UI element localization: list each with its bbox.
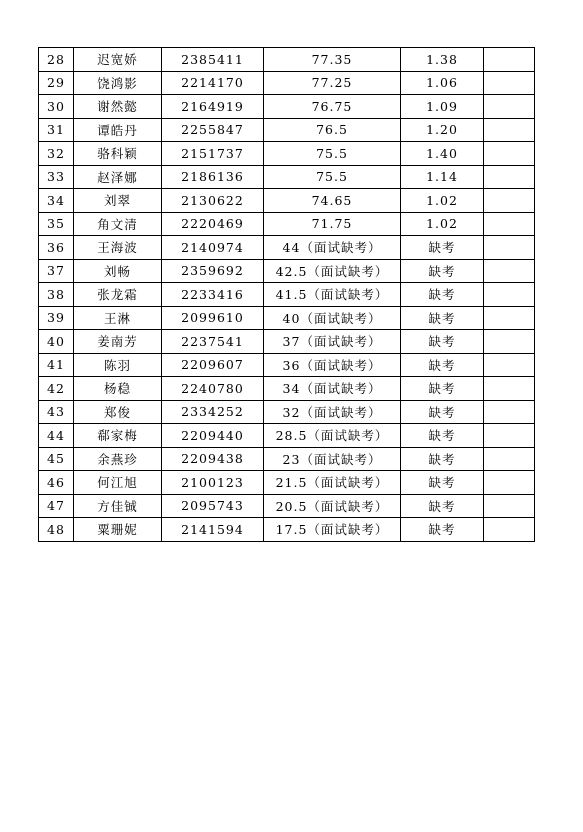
cell-score: 76.75 (264, 95, 401, 119)
table-row (39, 471, 535, 495)
cell-note (484, 424, 535, 448)
cell-name: 张龙霜 (74, 283, 162, 307)
table-row (39, 400, 535, 424)
table-row (39, 330, 535, 354)
cell-score: 34（面试缺考） (264, 377, 401, 401)
cell-rank: 44 (39, 424, 74, 448)
cell-name: 刘畅 (74, 259, 162, 283)
cell-score: 75.5 (264, 165, 401, 189)
cell-rank: 39 (39, 306, 74, 330)
cell-ratio: 1.02 (401, 189, 484, 213)
cell-candidate-id: 2385411 (162, 48, 264, 72)
table-row (39, 353, 535, 377)
cell-name: 迟宽娇 (74, 48, 162, 72)
cell-score: 71.75 (264, 212, 401, 236)
table-row (39, 494, 535, 518)
cell-score: 74.65 (264, 189, 401, 213)
cell-name: 何江旭 (74, 471, 162, 495)
cell-score: 32（面试缺考） (264, 400, 401, 424)
cell-score: 42.5（面试缺考） (264, 259, 401, 283)
cell-ratio: 1.06 (401, 71, 484, 95)
table-row (39, 306, 535, 330)
cell-rank: 35 (39, 212, 74, 236)
cell-rank: 47 (39, 494, 74, 518)
cell-candidate-id: 2100123 (162, 471, 264, 495)
cell-note (484, 142, 535, 166)
cell-ratio: 缺考 (401, 447, 484, 471)
cell-score: 41.5（面试缺考） (264, 283, 401, 307)
cell-candidate-id: 2209438 (162, 447, 264, 471)
cell-ratio: 1.09 (401, 95, 484, 119)
cell-note (484, 165, 535, 189)
cell-candidate-id: 2186136 (162, 165, 264, 189)
cell-score: 20.5（面试缺考） (264, 494, 401, 518)
cell-name: 杨稳 (74, 377, 162, 401)
cell-name: 粟珊妮 (74, 518, 162, 542)
cell-name: 姜南芳 (74, 330, 162, 354)
table-row (39, 283, 535, 307)
table-row (39, 142, 535, 166)
cell-candidate-id: 2164919 (162, 95, 264, 119)
cell-rank: 34 (39, 189, 74, 213)
cell-name: 王海波 (74, 236, 162, 260)
cell-note (484, 236, 535, 260)
cell-ratio: 缺考 (401, 471, 484, 495)
cell-rank: 38 (39, 283, 74, 307)
cell-rank: 29 (39, 71, 74, 95)
cell-rank: 32 (39, 142, 74, 166)
cell-ratio: 缺考 (401, 518, 484, 542)
table-row (39, 424, 535, 448)
results-table-body (39, 48, 535, 542)
cell-rank: 41 (39, 353, 74, 377)
cell-name: 余燕珍 (74, 447, 162, 471)
cell-note (484, 494, 535, 518)
cell-ratio: 1.02 (401, 212, 484, 236)
cell-rank: 31 (39, 118, 74, 142)
cell-name: 谭皓丹 (74, 118, 162, 142)
results-table (38, 47, 535, 542)
cell-candidate-id: 2141594 (162, 518, 264, 542)
cell-candidate-id: 2099610 (162, 306, 264, 330)
cell-ratio: 缺考 (401, 306, 484, 330)
cell-ratio: 1.20 (401, 118, 484, 142)
cell-rank: 28 (39, 48, 74, 72)
cell-name: 方佳铖 (74, 494, 162, 518)
cell-score: 75.5 (264, 142, 401, 166)
cell-candidate-id: 2359692 (162, 259, 264, 283)
cell-rank: 36 (39, 236, 74, 260)
table-row (39, 95, 535, 119)
cell-name: 角文清 (74, 212, 162, 236)
cell-note (484, 518, 535, 542)
cell-ratio: 缺考 (401, 330, 484, 354)
cell-note (484, 259, 535, 283)
cell-name: 饶鸿影 (74, 71, 162, 95)
table-row (39, 189, 535, 213)
cell-note (484, 353, 535, 377)
cell-candidate-id: 2255847 (162, 118, 264, 142)
table-row (39, 236, 535, 260)
cell-score: 36（面试缺考） (264, 353, 401, 377)
cell-name: 王淋 (74, 306, 162, 330)
cell-candidate-id: 2130622 (162, 189, 264, 213)
cell-name: 郑俊 (74, 400, 162, 424)
cell-name: 骆科颖 (74, 142, 162, 166)
table-row (39, 212, 535, 236)
cell-ratio: 1.40 (401, 142, 484, 166)
cell-score: 17.5（面试缺考） (264, 518, 401, 542)
cell-ratio: 1.14 (401, 165, 484, 189)
table-row (39, 165, 535, 189)
cell-candidate-id: 2209607 (162, 353, 264, 377)
table-row (39, 48, 535, 72)
cell-name: 陈羽 (74, 353, 162, 377)
cell-candidate-id: 2240780 (162, 377, 264, 401)
cell-ratio: 缺考 (401, 259, 484, 283)
cell-note (484, 330, 535, 354)
cell-score: 21.5（面试缺考） (264, 471, 401, 495)
cell-ratio: 缺考 (401, 236, 484, 260)
cell-rank: 30 (39, 95, 74, 119)
cell-rank: 46 (39, 471, 74, 495)
cell-rank: 45 (39, 447, 74, 471)
cell-score: 77.25 (264, 71, 401, 95)
cell-rank: 37 (39, 259, 74, 283)
cell-note (484, 283, 535, 307)
cell-candidate-id: 2334252 (162, 400, 264, 424)
cell-note (484, 71, 535, 95)
table-row (39, 447, 535, 471)
table-row (39, 118, 535, 142)
cell-note (484, 118, 535, 142)
cell-candidate-id: 2095743 (162, 494, 264, 518)
cell-candidate-id: 2220469 (162, 212, 264, 236)
cell-ratio: 缺考 (401, 400, 484, 424)
cell-rank: 40 (39, 330, 74, 354)
cell-score: 44（面试缺考） (264, 236, 401, 260)
cell-note (484, 400, 535, 424)
cell-note (484, 306, 535, 330)
cell-score: 76.5 (264, 118, 401, 142)
cell-note (484, 447, 535, 471)
table-row (39, 518, 535, 542)
cell-note (484, 377, 535, 401)
table-row (39, 71, 535, 95)
cell-candidate-id: 2209440 (162, 424, 264, 448)
cell-candidate-id: 2237541 (162, 330, 264, 354)
table-row (39, 377, 535, 401)
cell-score: 37（面试缺考） (264, 330, 401, 354)
cell-name: 谢然懿 (74, 95, 162, 119)
cell-rank: 33 (39, 165, 74, 189)
cell-ratio: 缺考 (401, 283, 484, 307)
cell-note (484, 189, 535, 213)
cell-ratio: 缺考 (401, 424, 484, 448)
cell-score: 28.5（面试缺考） (264, 424, 401, 448)
cell-note (484, 95, 535, 119)
cell-score: 77.35 (264, 48, 401, 72)
cell-candidate-id: 2214170 (162, 71, 264, 95)
cell-name: 刘翠 (74, 189, 162, 213)
cell-rank: 42 (39, 377, 74, 401)
cell-rank: 48 (39, 518, 74, 542)
cell-candidate-id: 2151737 (162, 142, 264, 166)
cell-name: 郗家梅 (74, 424, 162, 448)
cell-ratio: 缺考 (401, 494, 484, 518)
cell-ratio: 1.38 (401, 48, 484, 72)
cell-candidate-id: 2140974 (162, 236, 264, 260)
cell-ratio: 缺考 (401, 353, 484, 377)
cell-note (484, 471, 535, 495)
cell-ratio: 缺考 (401, 377, 484, 401)
cell-score: 40（面试缺考） (264, 306, 401, 330)
table-row (39, 259, 535, 283)
cell-candidate-id: 2233416 (162, 283, 264, 307)
cell-score: 23（面试缺考） (264, 447, 401, 471)
cell-name: 赵泽娜 (74, 165, 162, 189)
cell-note (484, 48, 535, 72)
cell-rank: 43 (39, 400, 74, 424)
cell-note (484, 212, 535, 236)
